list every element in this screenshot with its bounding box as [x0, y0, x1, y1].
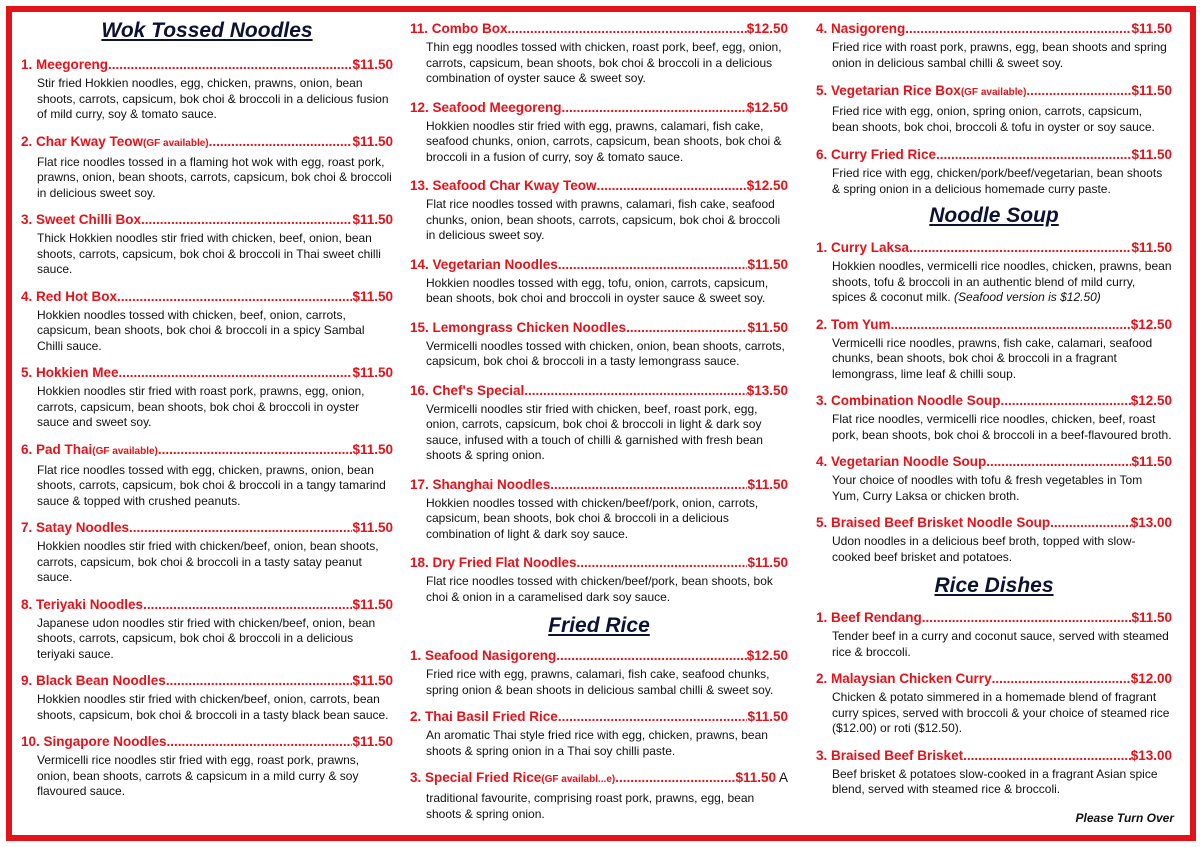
menu-item-description — [832, 40, 1172, 71]
menu-item-description-text: Hokkien noodles, vermicelli rice noodles, chicken, prawns, bean shoots, tofu & broccoli in an authentic blend of mild curry, spices & coconut milk. — [832, 259, 1172, 304]
menu-item — [21, 441, 393, 510]
menu-item-description-text: Hokkien noodles stir fried with chicken/beef, onion, bean shoots, carrots, capsicum, bok choi & broccoli in a tasty satay peanut sauce. — [37, 539, 379, 584]
menu-item-description-text: Hokkien noodles stir fried with egg, prawns, calamari, fish cake, seafood chunks, onion, carrots, capsicum, bean shoots, bok choi & broccoli in a fusion of curry, soy & tomato sauce. — [426, 118, 782, 164]
menu-item — [21, 288, 393, 355]
menu-item-name: 2. Malaysian Chicken Curry — [816, 671, 992, 686]
menu-item-price: $12.50 — [1130, 316, 1172, 332]
menu-item — [816, 670, 1172, 737]
menu-item-name: 6. Pad Thai — [21, 441, 93, 457]
dot-leader — [166, 672, 353, 689]
menu-item-title-row — [816, 514, 1172, 531]
menu-item — [21, 519, 393, 586]
menu-item-price: $11.50 — [352, 673, 393, 688]
fried-rice-list-continued — [816, 20, 1172, 197]
menu-item-name: 2. Thai Basil Fried Rice — [410, 709, 558, 724]
menu-item-price: $11.50 — [1131, 610, 1172, 625]
menu-item-price: $11.50 — [735, 770, 776, 785]
menu-item-description-text: Flat rice noodles tossed in a flaming hot wok with egg, roast pork, prawns, onion, bean shoots, carrots, capsicum, bok choi & broccoli in delicious sweet soy. — [37, 154, 392, 200]
dot-leader — [129, 519, 352, 536]
dot-leader — [597, 177, 747, 194]
menu-item-description-text: Tender beef in a curry and coconut sauce, served with steamed rice & broccoli. — [832, 629, 1169, 659]
menu-item-description — [426, 791, 788, 822]
menu-item-title-row — [410, 177, 788, 194]
dot-leader — [143, 596, 352, 613]
menu-item-title-row — [816, 82, 1172, 101]
menu-item — [816, 392, 1172, 443]
menu-item-description — [426, 276, 788, 307]
menu-item-description — [832, 104, 1172, 135]
menu-item-price: $11.50 — [352, 212, 393, 227]
menu-item-price: $11.50 — [1131, 240, 1172, 255]
menu-item-price: $13.50 — [746, 382, 788, 398]
menu-item — [816, 82, 1172, 135]
menu-item-name: 1. Curry Laksa — [816, 240, 910, 255]
dot-leader — [615, 769, 735, 786]
gluten-free-note: (GF available) — [960, 87, 1027, 98]
dot-leader — [558, 708, 748, 725]
menu-item-name: 8. Teriyaki Noodles — [21, 596, 144, 612]
menu-item-title-row — [410, 708, 788, 725]
menu-item-description — [832, 166, 1172, 197]
menu-item-name: 14. Vegetarian Noodles — [410, 256, 558, 272]
menu-item-title-row — [21, 519, 393, 536]
menu-item-description-text: Vermicelli noodles stir fried with chicken, beef, roast pork, egg, onion, carrots, capsicum, bok choi & broccoli in light & dark soy sauce, infused with a touch of chilli & garnished with fresh bean shoots & spring onion. — [426, 401, 763, 462]
menu-item-name: 4. Nasigoreng — [816, 21, 906, 36]
menu-item-name: 12. Seafood Meegoreng — [410, 99, 562, 115]
menu-item-title-row — [21, 672, 393, 689]
dot-leader — [158, 441, 353, 458]
column-1 — [21, 18, 393, 800]
menu-item-title-row — [816, 609, 1172, 626]
menu-item — [21, 733, 393, 800]
menu-item-description-text: Hokkien noodles stir fried with chicken/beef, onion, carrots, bean shoots, capsicum, bok choi & broccoli in a tasty black bean sauce. — [37, 692, 389, 722]
menu-item-title-row — [21, 733, 393, 750]
menu-item-price: $11.50 — [352, 288, 393, 304]
menu-item-name: 1. Beef Rendang — [816, 610, 922, 625]
menu-item-name: 2. Char Kway Teow — [21, 133, 144, 149]
menu-item-description — [426, 40, 788, 87]
gluten-free-note: (GF available) — [143, 137, 209, 149]
menu-item-name: 2. Tom Yum — [816, 316, 891, 332]
menu-item-description — [832, 534, 1172, 565]
noodle-soup-list — [816, 239, 1172, 565]
menu-item-description-text: Beef brisket & potatoes slow-cooked in a fragrant Asian spice blend, served with steamed rice & broccoli. — [832, 766, 1158, 796]
menu-item — [816, 20, 1172, 71]
menu-item-price: $12.00 — [1130, 671, 1172, 686]
gluten-free-note: (GF available) — [92, 445, 158, 457]
menu-item-description — [426, 728, 788, 759]
menu-item-note: (Seafood version is $12.50) — [950, 290, 1101, 304]
menu-item-name: 13. Seafood Char Kway Teow — [410, 178, 597, 193]
menu-item-description-text: Hokkien noodles tossed with chicken, beef, onion, carrots, capsicum, bean shoots, bok choi & broccoli in a spicy Sambal Chilli sauce. — [37, 307, 365, 353]
menu-item-name: 10. Singapore Noodles — [21, 734, 167, 749]
menu-item-name: 6. Curry Fried Rice — [816, 147, 937, 162]
menu-item-description — [37, 155, 393, 202]
dot-leader — [1001, 392, 1131, 409]
menu-item — [21, 596, 393, 663]
dot-leader — [1026, 82, 1131, 99]
dot-leader — [992, 670, 1131, 687]
menu-item-description-text: Chicken & potato simmered in a homemade blend of fragrant curry spices, served with broccoli & your choice of steamed rice ($12.00) or roti ($12.50). — [832, 690, 1170, 735]
menu-item — [410, 177, 788, 244]
menu-item-title-row — [816, 747, 1172, 764]
column-2 — [410, 20, 788, 822]
dot-leader — [922, 609, 1132, 626]
menu-item-description — [37, 692, 393, 723]
menu-item-description — [37, 463, 393, 510]
dot-leader — [550, 476, 747, 493]
menu-item-title-row — [816, 316, 1172, 333]
menu-item-description-text: Japanese udon noodles stir fried with chicken/beef, onion, bean shoots, carrots, capsicum, bok choi & broccoli in a delicious teriyaki sauce. — [37, 615, 376, 661]
menu-item-description-text: Fried rice with roast pork, prawns, egg, bean shoots and spring onion in delicious sambal chilli & sweet soy. — [832, 40, 1167, 70]
menu-item-description — [832, 767, 1172, 798]
menu-item-title-row — [816, 670, 1172, 687]
dot-leader — [1050, 514, 1131, 531]
menu-item — [410, 476, 788, 543]
menu-item-title-row — [21, 364, 393, 381]
menu-item-description-text: Stir fried Hokkien noodles, egg, chicken, prawns, onion, bean shoots, carrots, capsicum, bok choi & broccoli in a delicious fusion of mild curry, soy & tomato sauce. — [37, 76, 389, 121]
menu-item — [816, 453, 1172, 504]
menu-item-description — [832, 259, 1172, 306]
menu-item-description-text: Vermicelli noodles tossed with chicken, onion, bean shoots, carrots, capsicum, bok choi & broccoli in a tasty lemongrass sauce. — [426, 338, 785, 368]
menu-item-title-row — [816, 20, 1172, 37]
menu-item-price: $11.50 — [352, 734, 393, 749]
menu-item-price: $11.50 — [747, 709, 788, 724]
menu-item-name: 5. Braised Beef Brisket Noodle Soup — [816, 515, 1051, 530]
menu-item-title-row — [21, 211, 393, 228]
menu-item-description — [37, 308, 393, 355]
menu-item-price: $11.50 — [1131, 83, 1172, 98]
section-heading-noodle-soup: Noodle Soup — [929, 204, 1059, 227]
menu-item-price: $11.50 — [1131, 147, 1172, 162]
menu-item — [410, 769, 788, 822]
menu-item-price: $11.50 — [352, 57, 393, 72]
menu-item-title-row — [410, 647, 788, 664]
menu-item-title-row — [410, 319, 788, 336]
dot-leader — [905, 20, 1131, 37]
wok-noodles-list — [21, 56, 393, 800]
menu-item — [410, 99, 788, 166]
menu-item-description-text: Vermicelli rice noodles stir fried with egg, roast pork, prawns, onion, bean shoots, carrots & capsicum in a mild curry & soy flavoured sauce. — [37, 753, 360, 798]
dot-leader — [963, 747, 1131, 764]
menu-item-description-text: Thin egg noodles tossed with chicken, roast pork, beef, egg, onion, carrots, capsicum, bean shoots, bok choi & broccoli in a delicious combination of oyster sauce & sweet soy. — [426, 40, 782, 85]
dot-leader — [556, 647, 746, 664]
menu-item — [816, 316, 1172, 383]
menu-item-title-row — [816, 392, 1172, 409]
menu-item-price: $13.00 — [1130, 747, 1172, 763]
menu-item-price: $11.50 — [747, 476, 788, 492]
menu-item-name: 4. Vegetarian Noodle Soup — [816, 454, 987, 469]
dot-leader — [562, 99, 747, 116]
menu-item-description — [426, 496, 788, 543]
menu-item-description — [37, 76, 393, 123]
menu-item-name: 3. Special Fried Rice — [410, 770, 542, 785]
menu-item — [410, 554, 788, 605]
menu-item-price: $11.50 — [352, 441, 393, 457]
menu-item-name: 7. Satay Noodles — [21, 520, 130, 535]
menu-item-description — [832, 473, 1172, 504]
dot-leader — [626, 319, 747, 336]
menu-item-price: $11.50 — [747, 319, 788, 335]
menu-item-title-row — [21, 441, 393, 460]
menu-item-title-row — [410, 554, 788, 571]
menu-item-title-row — [816, 239, 1172, 256]
menu-item-price: $12.50 — [746, 648, 788, 663]
menu-item — [21, 672, 393, 723]
menu-item-name: 3. Braised Beef Brisket — [816, 747, 964, 763]
menu-item-name: 4. Red Hot Box — [21, 288, 118, 304]
column-3 — [816, 20, 1172, 798]
rice-dishes-list — [816, 609, 1172, 798]
menu-item — [816, 514, 1172, 565]
menu-item-price: $11.50 — [747, 555, 788, 570]
menu-item-description — [832, 336, 1172, 383]
menu-item — [410, 20, 788, 87]
menu-item-description-text: Hokkien noodles stir fried with roast pork, prawns, egg, onion, carrots, capsicum, bean shoots, bok choi & broccoli in oyster sauce and sweet soy. — [37, 384, 365, 429]
menu-item-price: $11.50 — [352, 596, 393, 612]
menu-item-price: $12.50 — [746, 178, 788, 193]
menu-item-description — [426, 197, 788, 244]
menu-item-name: 1. Seafood Nasigoreng — [410, 648, 557, 663]
menu-item — [21, 364, 393, 431]
menu-item-price: $13.00 — [1130, 515, 1172, 530]
menu-item-name: 3. Combination Noodle Soup — [816, 393, 1001, 408]
dot-leader — [209, 133, 353, 150]
dot-leader — [167, 733, 353, 750]
menu-item-description — [37, 384, 393, 431]
menu-item-description-text: Your choice of noodles with tofu & fresh vegetables in Tom Yum, Curry Laksa or chicken broth. — [832, 473, 1143, 503]
menu-item-title-row — [410, 99, 788, 116]
fried-rice-list — [410, 647, 788, 822]
menu-item-name: 5. Vegetarian Rice Box — [816, 83, 961, 98]
dot-leader — [936, 146, 1131, 163]
menu-item-description — [426, 339, 788, 370]
menu-item-title-row — [410, 476, 788, 493]
menu-item — [21, 56, 393, 123]
menu-item-title-row — [410, 256, 788, 273]
dot-leader — [524, 382, 746, 399]
menu-item-title-row — [410, 20, 788, 37]
menu-item-description-text: Fried rice with egg, onion, spring onion, carrots, capsicum, bean shoots, bok choi, broccoli & tofu in oyster or soy sauce. — [832, 104, 1155, 134]
menu-item-description-text: Thick Hokkien noodles stir fried with chicken, beef, onion, bean shoots, carrots, capsicum, bok choi & broccoli in Thai sweet chilli sauce. — [37, 231, 381, 276]
menu-item-description-text: Hokkien noodles tossed with chicken/beef/pork, onion, carrots, capsicum, bean shoots, bok choi & broccoli in a delicious combination of light & dark soy sauce. — [426, 495, 759, 541]
dot-leader — [117, 288, 352, 305]
menu-item-description-text: traditional favourite, comprising roast pork, prawns, egg, bean shoots & spring onion. — [426, 791, 755, 821]
menu-item — [816, 747, 1172, 798]
menu-item-title-row — [816, 146, 1172, 163]
menu-item-desc-start: A — [778, 770, 788, 785]
section-heading-fried-rice: Fried Rice — [548, 614, 650, 637]
menu-item-description — [37, 539, 393, 586]
menu-item-name: 3. Sweet Chilli Box — [21, 212, 142, 227]
menu-item-description — [426, 402, 788, 464]
menu-item-name: 5. Hokkien Mee — [21, 365, 119, 380]
menu-item-name: 1. Meegoreng — [21, 57, 109, 72]
menu-item-price: $11.50 — [352, 133, 393, 149]
menu-item — [816, 239, 1172, 306]
menu-item-description — [37, 753, 393, 800]
menu-item-name: 9. Black Bean Noodles — [21, 673, 166, 688]
menu-item — [410, 708, 788, 759]
gluten-free-note: (GF availabl...e) — [541, 774, 616, 785]
dot-leader — [141, 211, 352, 228]
menu-item-price: $11.50 — [1131, 21, 1172, 36]
menu-item-description-text: Fried rice with egg, chicken/pork/beef/vegetarian, bean shoots & spring onion in a delicious homemade curry paste. — [832, 166, 1163, 196]
dot-leader — [891, 316, 1131, 333]
menu-item — [410, 647, 788, 698]
menu-item-price: $12.50 — [746, 21, 788, 36]
menu-item — [816, 609, 1172, 660]
please-turn-over-note: Please Turn Over — [1075, 811, 1174, 825]
menu-item-description — [37, 231, 393, 278]
menu-item-name: 16. Chef's Special — [410, 382, 525, 398]
section-heading-rice-dishes: Rice Dishes — [934, 574, 1054, 597]
menu-item-price: $11.50 — [1131, 454, 1172, 469]
menu-item-title-row — [816, 453, 1172, 470]
menu-item-description-text: Flat rice noodles tossed with prawns, calamari, fish cake, seafood chunks, onion, bean shoots, carrots, capsicum, bok choi & broccoli in delicious sweet soy. — [426, 197, 781, 242]
menu-item-title-row — [21, 288, 393, 305]
menu-item-price: $12.50 — [1130, 393, 1172, 408]
menu-item-title-row — [410, 769, 788, 788]
menu-item-description — [426, 574, 788, 605]
menu-item-name: 11. Combo Box — [410, 21, 508, 36]
dot-leader — [108, 56, 352, 73]
menu-item-description — [832, 412, 1172, 443]
menu-item-description-text: Hokkien noodles tossed with egg, tofu, onion, carrots, capsicum, bean shoots, bok choi and broccoli in oyster sauce & sweet soy. — [426, 275, 769, 305]
menu-item-description-text: Vermicelli rice noodles, prawns, fish cake, calamari, seafood chunks, bean shoots, bok choi & broccoli in a fragrant lemongrass, lime leaf & chilli soup. — [832, 335, 1153, 381]
menu-item-description — [832, 690, 1172, 737]
menu-item — [410, 319, 788, 370]
menu-item — [21, 133, 393, 202]
dot-leader — [508, 20, 747, 37]
menu-item-price: $12.50 — [746, 99, 788, 115]
menu-item-description — [426, 667, 788, 698]
menu-item-name: 18. Dry Fried Flat Noodles — [410, 555, 577, 570]
menu-item-description-text: Fried rice with egg, prawns, calamari, fish cake, seafood chunks, spring onion & bean shoots in delicious sambal chilli & sweet soy. — [426, 667, 774, 697]
menu-item — [21, 211, 393, 278]
menu-item-price: $11.50 — [352, 365, 393, 380]
noodles-list-continued — [410, 20, 788, 605]
menu-item — [816, 146, 1172, 197]
menu-item-name: 15. Lemongrass Chicken Noodles — [410, 319, 627, 335]
dot-leader — [577, 554, 748, 571]
dot-leader — [909, 239, 1131, 256]
menu-item-description-text: Udon noodles in a delicious beef broth, topped with slow-cooked beef brisket and potatoes. — [832, 534, 1136, 564]
menu-item-price: $11.50 — [352, 520, 393, 535]
menu-item-name: 17. Shanghai Noodles — [410, 476, 551, 492]
menu-item-description — [426, 119, 788, 166]
dot-leader — [119, 364, 353, 381]
menu-item-title-row — [410, 382, 788, 399]
menu-item-description — [37, 616, 393, 663]
menu-item-description-text: An aromatic Thai style fried rice with egg, chicken, prawns, bean shoots & spring onion in a Thai soy chilli paste. — [426, 728, 768, 758]
menu-item-description-text: Flat rice noodles tossed with chicken/beef/pork, bean shoots, bok choi & onion in a caramelised dark soy sauce. — [426, 574, 773, 604]
dot-leader — [558, 256, 748, 273]
menu-item-description — [832, 629, 1172, 660]
menu-item-description-text: Flat rice noodles tossed with egg, chicken, prawns, onion, bean shoots, carrots, capsicum, bok choi & broccoli in a tangy tamarind sauce & topped with crushed peanuts. — [37, 462, 386, 508]
menu-item-title-row — [21, 56, 393, 73]
menu-item — [410, 256, 788, 307]
section-heading-wok-tossed-noodles: Wok Tossed Noodles — [101, 19, 313, 42]
menu-item-title-row — [21, 133, 393, 152]
menu-item-title-row — [21, 596, 393, 613]
menu-item-price: $11.50 — [747, 256, 788, 272]
dot-leader — [986, 453, 1131, 470]
menu-item-description-text: Flat rice noodles, vermicelli rice noodles, chicken, beef, roast pork, bean shoots, bok choi & broccoli in a beef-flavoured broth. — [832, 412, 1172, 442]
menu-item — [410, 382, 788, 464]
